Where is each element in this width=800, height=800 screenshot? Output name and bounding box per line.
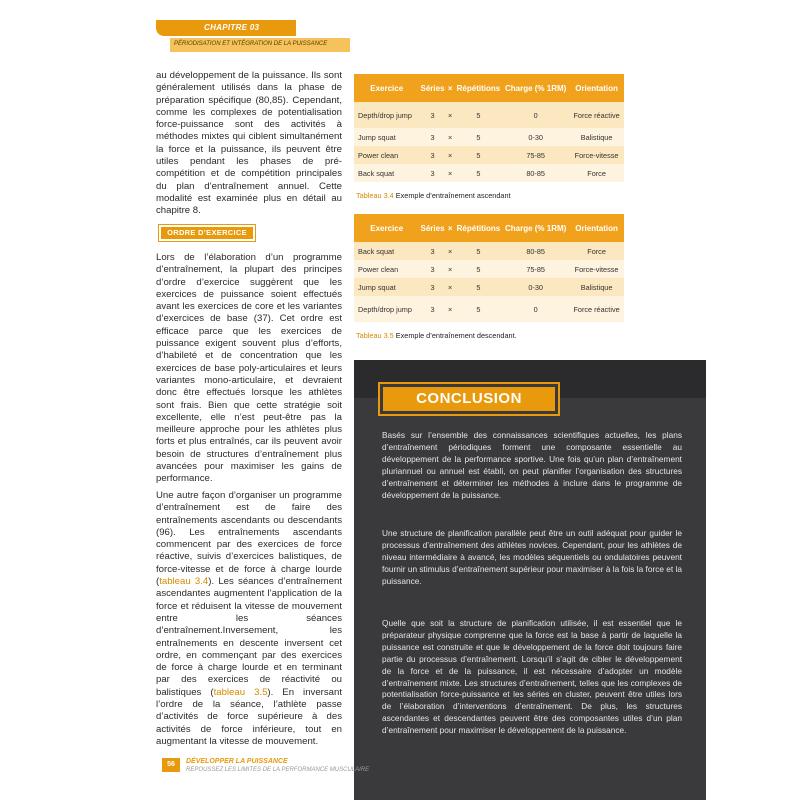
- table-row: [354, 278, 624, 296]
- cell: 80-85: [502, 242, 569, 260]
- col-sets: Séries: [419, 74, 445, 102]
- cell: Back squat: [354, 242, 419, 260]
- cell: 5: [455, 296, 503, 322]
- cell: ×: [446, 278, 455, 296]
- cell: 3: [419, 164, 445, 182]
- page-number: 56: [162, 758, 180, 772]
- cell: 0: [502, 102, 569, 128]
- cell: ×: [446, 102, 455, 128]
- footer-book-title: DÉVELOPPER LA PUISSANCE: [186, 758, 288, 765]
- cell: Depth/drop jump: [354, 102, 419, 128]
- cell: 3: [419, 296, 445, 322]
- paragraph-ascending-descending: [156, 490, 342, 748]
- cell: ×: [446, 164, 455, 182]
- chapter-subtitle: PÉRIODISATION ET INTÉGRATION DE LA PUISSANCE: [174, 41, 328, 47]
- cell: ×: [446, 128, 455, 146]
- table-ascending: [354, 74, 624, 182]
- caption-text: Exemple d’entraînement descendant.: [393, 331, 517, 340]
- table-row: [354, 146, 624, 164]
- cell: Power clean: [354, 146, 419, 164]
- table-header-row: [354, 74, 624, 102]
- table-row: [354, 128, 624, 146]
- cell: 75-85: [502, 146, 569, 164]
- table-row: [354, 260, 624, 278]
- cell: 0: [502, 296, 569, 322]
- cell: Force: [569, 242, 624, 260]
- paragraph-exercise-order: Lors de l’élaboration d’un programme d’entraînement, la plupart des principes d’ordre d’exercice suggèrent que les exercices de puissance soient effectués avant les exercices de core et les variantes d’exercices de base (37). Cet ordre est efficace parce que les exercices de puissance exigent souvent plus d’efforts, d’habileté et de concentration que les exercices de base poly-articulaires et leurs variantes mono-articulaire, et devraient donc être effectués lorsque les athlètes sont frais. Bien que cette stratégie soit excellente, elle n’est peut-être pas la meilleure approche pour les athlètes plus forts et plus entraînés, car ils peuvent avoir besoin de structures d’entraînement plus avancées pour maximiser les gains de performance.: [156, 252, 342, 485]
- cell: Back squat: [354, 164, 419, 182]
- col-load: Charge (% 1RM): [502, 214, 569, 242]
- cell: 0-30: [502, 278, 569, 296]
- table-row: [354, 296, 624, 322]
- cell: Balistique: [569, 278, 624, 296]
- book-page: [146, 0, 706, 800]
- text-segment: Une autre façon d’organiser un programme d’entraînement est de faire des entraînements ascendants ou descendants (96). Les entraînements ascendants commencent par des exercices de force réactive, suivis d’exercices balistiques, de force-vitesse et de force à charge lourde (: [156, 490, 342, 588]
- cell: 5: [455, 164, 503, 182]
- cell: ×: [446, 242, 455, 260]
- table-header-row: [354, 214, 624, 242]
- col-exercise: Exercice: [354, 74, 419, 102]
- table-caption: [356, 191, 511, 200]
- cell: Force-vitesse: [569, 260, 624, 278]
- cell: 3: [419, 102, 445, 128]
- col-sets: Séries: [419, 214, 445, 242]
- table-descending: [354, 214, 624, 322]
- cell: 3: [419, 128, 445, 146]
- cell: Force réactive: [569, 296, 624, 322]
- cell: Depth/drop jump: [354, 296, 419, 322]
- text-segment: ). Les séances d’entraînement ascendantes augmentent l’application de la force et réduisent la vitesse de mouvement entre les séances d’entraînement.Inversement, les entraînements en descente inversent cet ordre, en commençant par des exercices de force à charge lourde et en terminant par des exercices de réactivité ou balistiques (: [156, 576, 342, 698]
- cell: 3: [419, 146, 445, 164]
- conclusion-paragraph: Une structure de planification parallèle peut être un outil adéquat pour guider le processus d’entraînement des athlètes novices. Cependant, pour les athlètes de niveau intermédiaire à avancé, les modèles séquentiels ou ondulatoires peuvent fournir un stimulus d’entraînement supérieur pour maximiser à la fois la force et la puissance.: [382, 528, 682, 586]
- cell: 5: [455, 128, 503, 146]
- cell: 5: [455, 102, 503, 128]
- section-heading: ORDRE D’EXERCICE: [161, 227, 253, 239]
- cell: Force: [569, 164, 624, 182]
- col-orientation: Orientation: [569, 214, 624, 242]
- paragraph-intro: au développement de la puissance. Ils sont généralement utilisés dans la phase de préparation spécifique (80,85). Cependant, comme les complexes de potentialisation force-puissance sont des activités à méthodes mixtes qui ciblent simultanément la force et la puissance, ils peuvent être utiles pendant les phases de pré-compétition et de compétition principales du plan d’entraînement annuel. Cette modalité est examinée plus en détail au chapitre 8.: [156, 70, 342, 217]
- cell: 0-30: [502, 128, 569, 146]
- cell: Jump squat: [354, 278, 419, 296]
- footer-book-subtitle: REPOUSSEZ LES LIMITES DE LA PERFORMANCE MUSCULAIRE: [186, 767, 370, 773]
- conclusion-paragraph: Quelle que soit la structure de planification utilisée, il est essentiel que le préparateur physique comprenne que la force est la base à partir de laquelle la puissance est construite et que le développement de la force doit toujours faire partie du processus d’entraînement. Lorsqu’il s’agit de cibler le développement de la force et de la puissance, il est nécessaire d’adopter un modèle d’entraînement mixte. Les structures d’entraînement, telles que les complexes de potentialisation force-puissance et les séries en cluster, peuvent être utiles lors de l’élaboration d’interventions d’entraînement. De plus, les structures ascendantes et descendantes peuvent être des composantes utiles d’un plan d’entraînement pour maximiser le développement de la puissance.: [382, 618, 682, 736]
- col-times: ×: [446, 214, 455, 242]
- caption-text: Exemple d’entraînement ascendant: [393, 191, 511, 200]
- cell: 5: [455, 146, 503, 164]
- conclusion-box: [354, 360, 706, 800]
- conclusion-title-frame: [378, 382, 560, 416]
- cell: ×: [446, 296, 455, 322]
- chapter-title: CHAPITRE 03: [204, 23, 260, 32]
- cell: ×: [446, 146, 455, 164]
- cell: Force-vitesse: [569, 146, 624, 164]
- table-row: [354, 164, 624, 182]
- caption-label: Tableau 3.5: [356, 331, 394, 340]
- col-reps: Répétitions: [455, 74, 503, 102]
- cell: ×: [446, 260, 455, 278]
- col-load: Charge (% 1RM): [502, 74, 569, 102]
- cell: 5: [455, 278, 503, 296]
- cell: 3: [419, 242, 445, 260]
- cell: 75-85: [502, 260, 569, 278]
- table-caption: [356, 331, 517, 340]
- section-tag: [158, 224, 256, 242]
- cell: 5: [455, 242, 503, 260]
- col-exercise: Exercice: [354, 214, 419, 242]
- cell: 5: [455, 260, 503, 278]
- conclusion-paragraph: Basés sur l’ensemble des connaissances scientifiques actuelles, les plans d’entraînement périodiques forment une composante essentielle au développement de la performance sportive. Une fois qu’un plan d’entraînement pluriannuel ou annuel est établi, on peut planifier l’organisation des structures d’entraînement et déterminer les méthodes à inclure dans le programme de développement de la puissance.: [382, 430, 682, 500]
- cell: 3: [419, 278, 445, 296]
- cell: Force réactive: [569, 102, 624, 128]
- table-row: [354, 242, 624, 260]
- text-segment: ). En inversant l’ordre de la séance, l’athlète passe d’activités de force supérieure à des activités de force inférieure, tout en augmentant la vitesse de mouvement.: [156, 686, 342, 747]
- table-reference-link[interactable]: tableau 3.5: [213, 686, 268, 698]
- cell: Jump squat: [354, 128, 419, 146]
- col-times: ×: [446, 74, 455, 102]
- col-orientation: Orientation: [569, 74, 624, 102]
- table-reference-link[interactable]: tableau 3.4: [159, 576, 209, 588]
- cell: 3: [419, 260, 445, 278]
- cell: 80-85: [502, 164, 569, 182]
- conclusion-title: CONCLUSION: [383, 387, 555, 411]
- cell: Balistique: [569, 128, 624, 146]
- cell: Power clean: [354, 260, 419, 278]
- col-reps: Répétitions: [455, 214, 503, 242]
- table-row: [354, 102, 624, 128]
- caption-label: Tableau 3.4: [356, 191, 394, 200]
